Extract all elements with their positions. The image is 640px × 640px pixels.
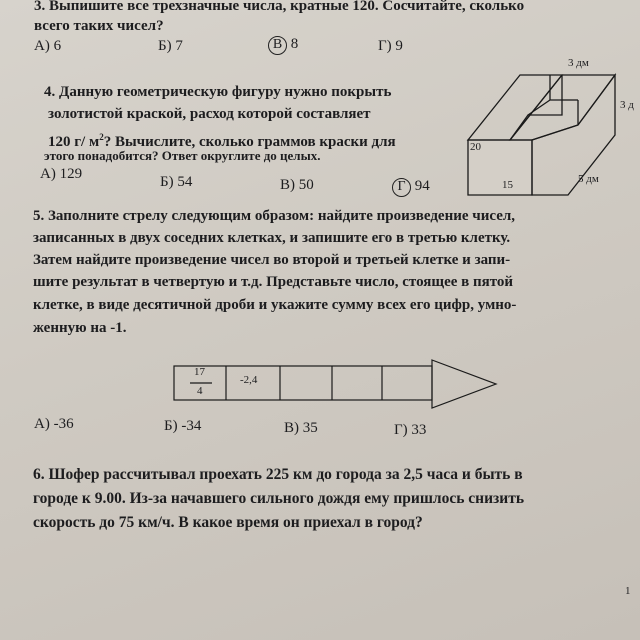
q3-text-line1: 3. Выпишите все трехзначные числа, кратные 120. Сосчитайте, сколько — [34, 0, 525, 14]
q3-option-c-value: 8 — [290, 36, 299, 52]
q5-text-line4: шите результат в четвертую и т.д. Представьте число, стоящее в пятой — [33, 274, 514, 290]
q4-option-a: А) 129 — [40, 166, 83, 182]
q3-text-line2: всего таких чисел? — [34, 18, 164, 34]
arrow-cell2-value: -2,4 — [240, 374, 258, 386]
arrow-diagram — [170, 356, 500, 414]
figure-bottom-label: 15 — [502, 179, 513, 191]
figure-drawing — [450, 55, 640, 205]
q4-circled-letter: Г — [392, 178, 411, 197]
q6-text-line3: скорость до 75 км/ч. В какое время он приехал в город? — [33, 514, 423, 531]
q3-option-c — [268, 36, 298, 55]
q5-option-b: Б) -34 — [164, 418, 202, 434]
figure-right-label: 3 д — [620, 99, 634, 111]
q4-text-line1: 4. Данную геометрическую фигуру нужно покрыть — [44, 84, 392, 100]
q5-text-line1: 5. Заполните стрелу следующим образом: найдите произведение чисел, — [33, 208, 516, 224]
q3-option-d: Г) 9 — [378, 38, 403, 54]
q6-text-line1: 6. Шофер рассчитывал проехать 225 км до города за 2,5 часа и быть в — [33, 466, 523, 483]
q5-text-line2: записанных в двух соседних клетках, и запишите его в третью клетку. — [33, 230, 511, 246]
figure-3d-block — [450, 55, 640, 205]
q5-option-d: Г) 33 — [394, 422, 427, 438]
q5-text-line6: женную на -1. — [33, 320, 127, 336]
q3-option-b: Б) 7 — [158, 38, 183, 54]
q4-text-line2: золотистой краской, расход которой составляет — [48, 106, 371, 122]
q4-option-c: В) 50 — [280, 177, 314, 193]
page-number: 1 — [625, 585, 631, 597]
figure-left-label: 20 — [470, 141, 481, 153]
q5-option-c: В) 35 — [284, 420, 318, 436]
q4-option-d — [392, 178, 430, 197]
arrow-cell1-numerator: 17 — [194, 366, 205, 378]
q5-option-a: А) -36 — [34, 416, 74, 432]
figure-top-label: 3 дм — [568, 57, 589, 69]
arrow-cell1-denominator: 4 — [197, 385, 203, 397]
q4-option-d-value: 94 — [414, 178, 430, 194]
q4-text-line3: 120 г/ $м^2$? Вычислите, сколько граммов краски для — [48, 132, 396, 150]
q3-circled-letter: В — [268, 36, 287, 55]
q5-text-line5: клетке, в виде десятичной дроби и укажите сумму всех его цифр, умно- — [33, 297, 517, 313]
figure-side-label: 5 дм — [578, 173, 599, 185]
q5-text-line3: Затем найдите произведение чисел во второй и третьей клетке и запи- — [33, 252, 511, 268]
q4-text-line4: этого понадобится? Ответ округлите до целых. — [44, 148, 321, 163]
q4-option-b: Б) 54 — [160, 174, 193, 190]
q3-option-a: А) 6 — [34, 38, 62, 54]
q6-text-line2: городе к 9.00. Из-за начавшего сильного дождя ему пришлось снизить — [33, 490, 525, 507]
